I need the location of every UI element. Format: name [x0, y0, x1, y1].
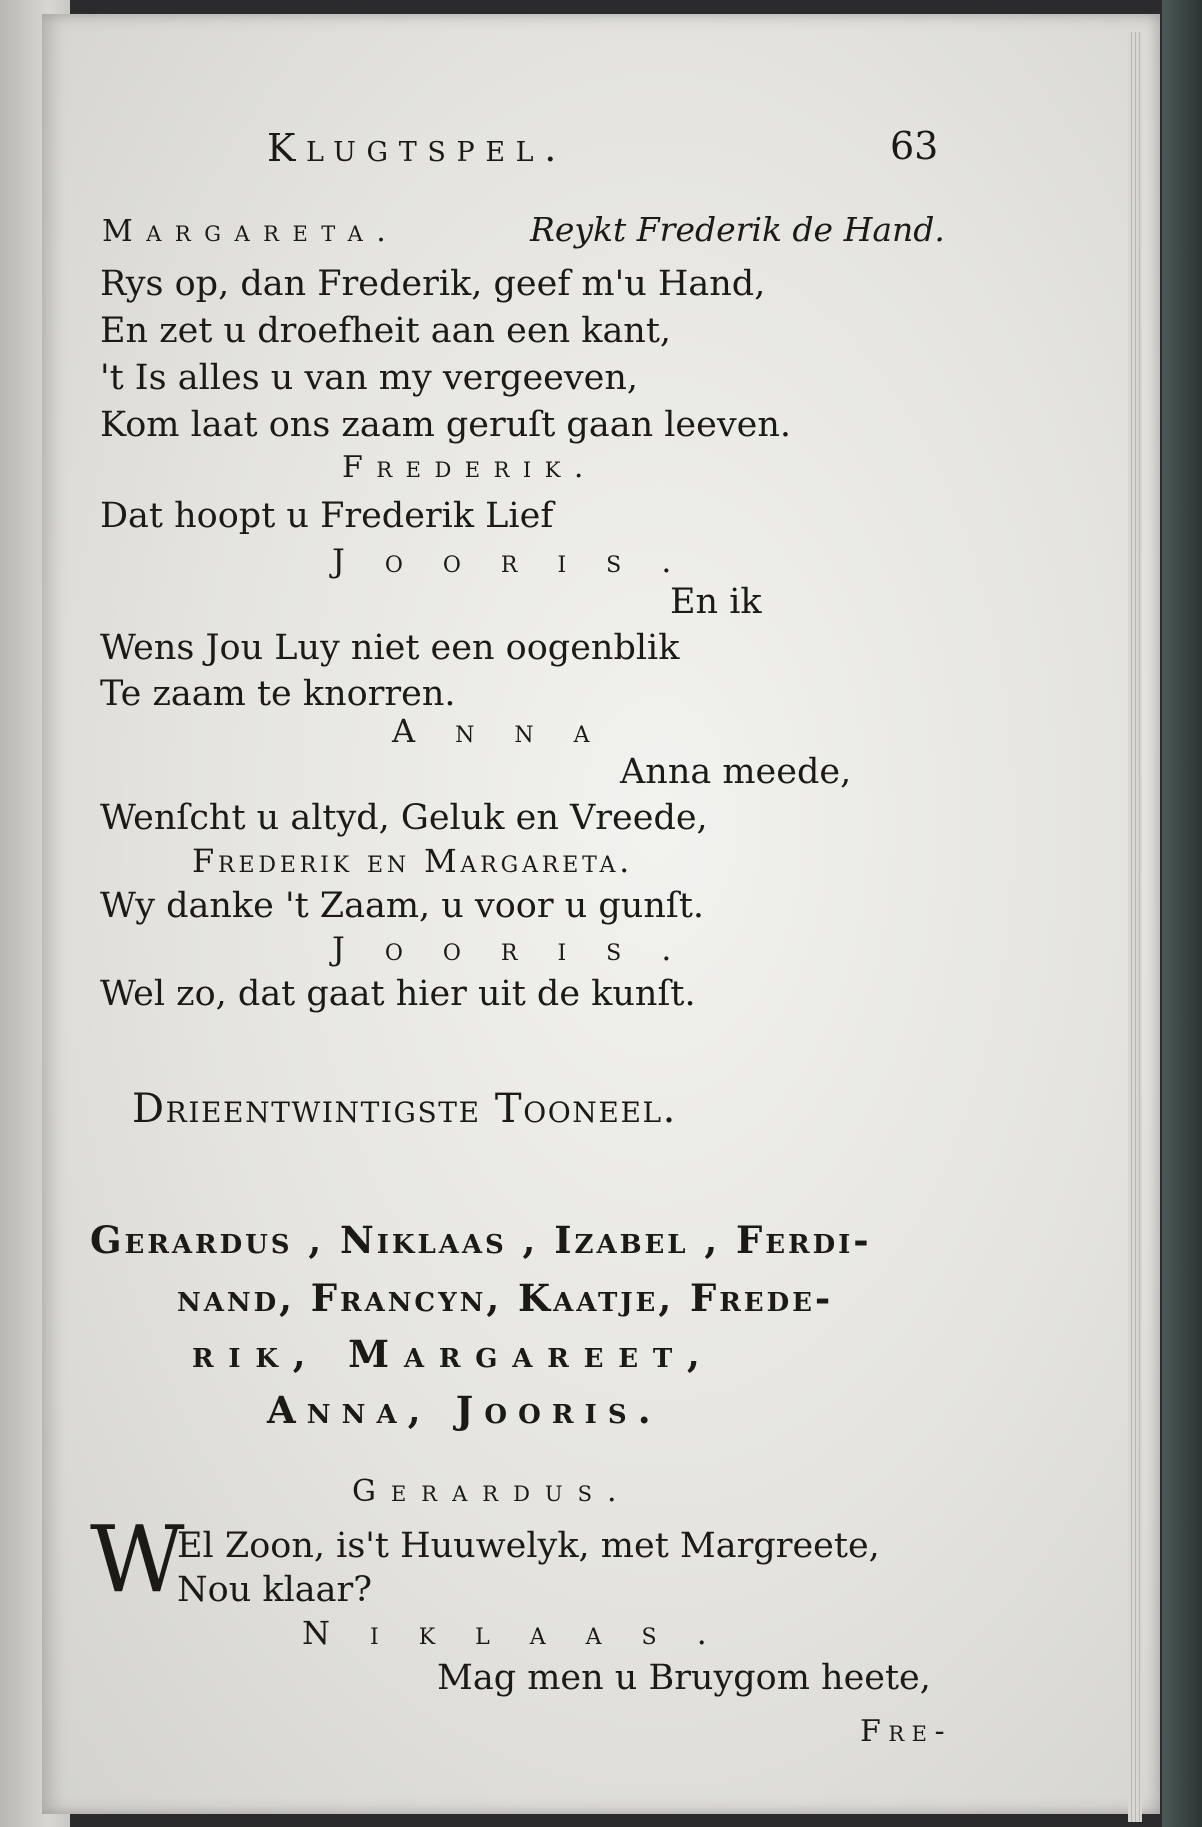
verse-line: Wel zo, dat gaat hier uit de kunſt.: [100, 974, 696, 1014]
stage-direction: Reykt Frederik de Hand.: [530, 210, 945, 249]
speaker-margareta: Margareta.: [102, 214, 400, 249]
speaker-jooris: Jooris.: [332, 930, 712, 968]
page-edge: [1128, 32, 1142, 1822]
verse-line: 't Is alles u van my vergeeven,: [100, 358, 639, 398]
cast-line: Gerardus , Niklaas , Izabel , Ferdi-: [90, 1218, 872, 1262]
catchword: Fre-: [860, 1714, 953, 1749]
verse-line: Wenſcht u altyd, Geluk en Vreede,: [100, 798, 708, 838]
speaker-anna: Anna: [392, 712, 630, 750]
verse-line: En zet u droefheit aan een kant,: [100, 311, 672, 351]
verse-line: Nou klaar?: [177, 1570, 372, 1610]
verse-line: En ik: [670, 582, 762, 622]
running-title: Klugtspel.: [267, 126, 567, 170]
cast-line: rik, Margareet,: [192, 1332, 715, 1376]
verse-line: Wy danke 't Zaam, u voor u gunſt.: [100, 886, 705, 926]
page-number: 63: [890, 124, 939, 168]
drop-cap: W: [90, 1506, 185, 1613]
verse-line: Wens Jou Luy niet een oogenblik: [100, 628, 680, 668]
verse-line: Mag men u Bruygom heete,: [437, 1658, 931, 1698]
verse-line: Rys op, dan Frederik, geef m'u Hand,: [100, 264, 766, 304]
background-right: [1162, 0, 1202, 1827]
book-page: [42, 14, 1160, 1814]
speaker-niklaas: Niklaas.: [302, 1614, 747, 1652]
verse-line: Anna meede,: [620, 752, 852, 792]
cast-line: Anna, Jooris.: [267, 1388, 662, 1432]
verse-line: Te zaam te knorren.: [100, 674, 456, 714]
scene-title: Drieentwintigste Tooneel.: [132, 1086, 677, 1132]
speaker-jooris: Jooris.: [332, 542, 712, 580]
verse-line: Kom laat ons zaam geruſt gaan leeven.: [100, 405, 792, 445]
speaker-frederik: Frederik.: [342, 450, 597, 485]
verse-line: Dat hoopt u Frederik Lief: [100, 496, 554, 536]
verse-line: El Zoon, is't Huuwelyk, met Margreete,: [177, 1526, 880, 1566]
speaker-frederik-margareta: Frederik en Margareta.: [192, 842, 634, 880]
cast-line: nand, Francyn, Kaatje, Frede-: [177, 1276, 834, 1320]
speaker-gerardus: Gerardus.: [352, 1474, 632, 1509]
